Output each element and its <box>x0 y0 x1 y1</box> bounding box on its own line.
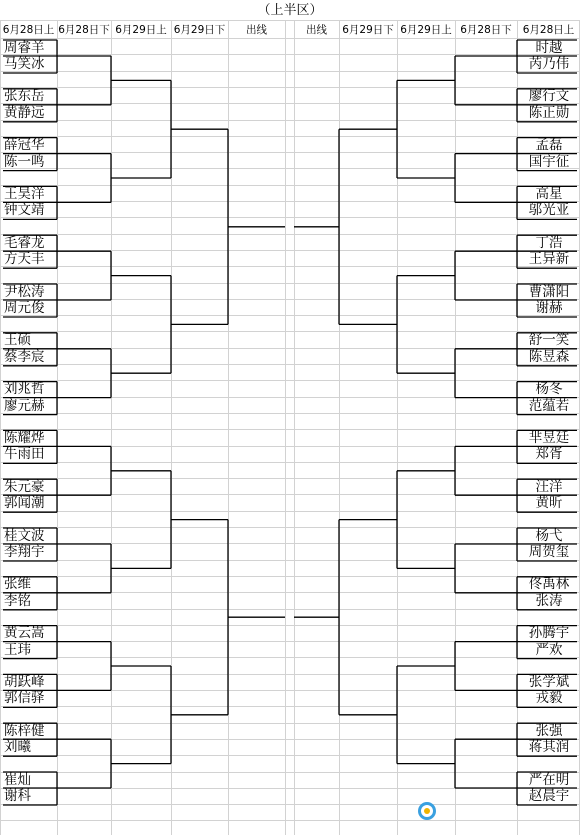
right-player-name: 高星 <box>535 185 563 202</box>
watermark-logo-icon <box>418 802 436 820</box>
left-player-name: 王玮 <box>4 641 31 658</box>
left-player-name: 毛睿龙 <box>4 234 45 251</box>
left-player-name: 张东岳 <box>4 88 45 105</box>
right-player-name: 孟磊 <box>535 137 563 154</box>
right-player-name: 国宇征 <box>528 153 570 170</box>
left-player-name: 周睿羊 <box>4 39 45 56</box>
left-player-name: 方天丰 <box>4 251 45 268</box>
header-r2-right: 6月28日下 <box>460 24 512 36</box>
right-player-name: 芈昱廷 <box>528 429 570 446</box>
right-player-name: 汪洋 <box>535 478 563 495</box>
right-player-name: 蒋其润 <box>528 739 570 756</box>
left-player-name: 黄静远 <box>4 104 45 121</box>
header-qualify-left: 出线 <box>246 24 267 36</box>
right-player-name: 严欢 <box>535 641 563 658</box>
left-player-name: 郭信驿 <box>4 690 45 707</box>
header-r4-left: 6月29日下 <box>173 24 226 36</box>
right-player-name: 张学斌 <box>528 673 570 690</box>
header-r3-left: 6月29日上 <box>115 24 167 36</box>
right-player-name: 郑胥 <box>535 446 563 463</box>
page-title: （上半区） <box>257 3 323 18</box>
right-player-name: 戎毅 <box>535 690 563 707</box>
left-player-name: 陈梓健 <box>4 722 45 739</box>
right-player-name: 佟禹林 <box>528 576 570 593</box>
left-player-name: 马笑冰 <box>4 56 45 72</box>
right-player-name: 孙腾宇 <box>528 625 570 642</box>
left-player-name: 朱元豪 <box>4 478 45 495</box>
left-player-name: 周元俊 <box>4 300 45 316</box>
right-player-name: 张涛 <box>535 592 563 609</box>
right-player-name: 王异新 <box>528 251 570 268</box>
left-player-name: 黄云嵩 <box>4 625 45 642</box>
right-player-name: 时越 <box>535 39 563 56</box>
header-r4-right: 6月29日下 <box>342 24 394 36</box>
right-player-name: 黄昕 <box>535 495 563 512</box>
left-player-name: 李翔宇 <box>4 544 45 560</box>
right-player-name: 邬光亚 <box>528 202 570 219</box>
left-player-name: 李铭 <box>4 592 31 609</box>
right-player-name: 严在明 <box>528 771 570 788</box>
left-player-name: 廖元赫 <box>4 397 45 414</box>
left-player-name: 王昊洋 <box>4 185 45 202</box>
right-player-name: 谢赫 <box>535 300 563 316</box>
left-player-name: 胡跃峰 <box>4 673 45 690</box>
right-player-name: 赵晨宇 <box>528 788 570 804</box>
left-player-name: 崔灿 <box>4 771 31 788</box>
left-player-name: 郭闻潮 <box>4 495 45 512</box>
left-player-name: 牛雨田 <box>4 446 45 463</box>
left-player-name: 尹松涛 <box>4 283 45 300</box>
right-player-name: 范蕴若 <box>528 397 570 414</box>
header-qualify-right: 出线 <box>306 24 327 36</box>
left-player-name: 张维 <box>4 576 31 593</box>
right-player-name: 杨冬 <box>535 381 563 398</box>
left-player-name: 桂文波 <box>4 527 45 544</box>
right-player-name: 芮乃伟 <box>528 56 570 72</box>
left-player-name: 王硕 <box>4 332 31 349</box>
header-r2-left: 6月28日下 <box>58 24 110 36</box>
left-player-name: 陈一鸣 <box>4 153 45 170</box>
right-player-name: 陈昱森 <box>528 348 570 365</box>
right-player-name: 张强 <box>535 722 563 739</box>
right-player-name: 杨弋 <box>535 527 563 544</box>
header-r3-right: 6月29日上 <box>400 24 452 36</box>
right-player-name: 陈正勋 <box>528 104 570 121</box>
left-player-name: 陈耀烨 <box>4 429 45 446</box>
left-player-name: 蔡李宸 <box>4 348 45 365</box>
left-player-name: 刘曦 <box>4 739 31 756</box>
left-player-name: 钟文靖 <box>4 202 45 219</box>
right-player-name: 廖行文 <box>528 88 570 105</box>
header-r1-left: 6月28日上 <box>2 24 55 36</box>
left-player-name: 薛冠华 <box>4 137 45 154</box>
header-r1-right: 6月28日上 <box>522 24 575 36</box>
left-player-name: 刘兆哲 <box>4 381 45 398</box>
left-player-name: 谢科 <box>4 788 31 804</box>
right-player-name: 舒一笑 <box>528 332 570 349</box>
right-player-name: 丁浩 <box>535 234 563 251</box>
right-player-name: 周贺玺 <box>528 544 570 560</box>
right-player-name: 曹潇阳 <box>528 283 570 300</box>
